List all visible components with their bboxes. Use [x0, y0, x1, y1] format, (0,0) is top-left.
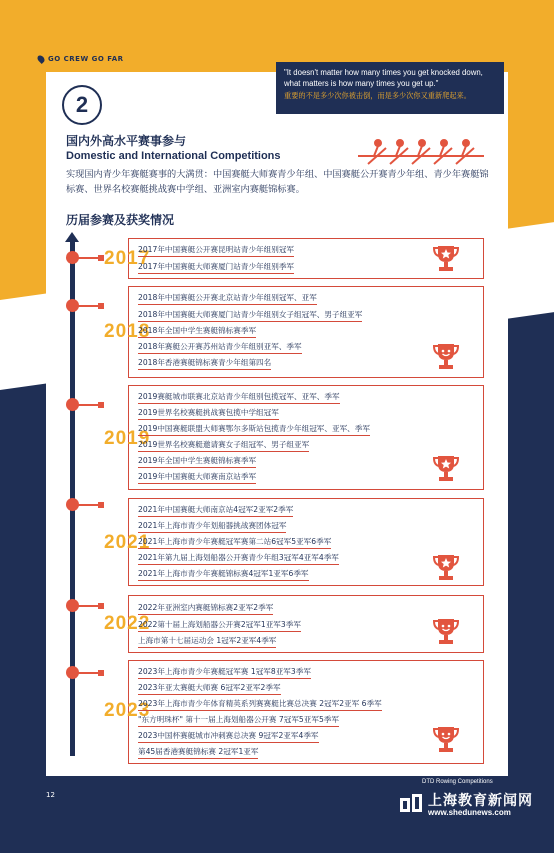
header-brand — [38, 55, 124, 63]
trophy-star-icon — [432, 453, 460, 483]
timeline-marker-2018 — [98, 303, 104, 309]
timeline-marker-2019 — [98, 402, 104, 408]
list-item: 2021年第九届上海划船器公开赛青少年组3冠军4亚军4季军 — [138, 552, 339, 565]
quote-english: "It doesn't matter how many times you get knocked down, what matters is how many times you get up." — [284, 68, 483, 88]
list-item: 2019中国赛艇联盟大师赛鄂尔多斯站包揽青少年组冠军、亚军、季军 — [138, 423, 370, 436]
footer-section-label: DTD Rowing Competitions — [422, 779, 493, 785]
section-number: 2 — [62, 85, 102, 125]
list-item: 2018年中国赛艇公开赛北京站青少年组别冠军、亚军 — [138, 292, 317, 305]
year-label-2021: 2021 — [104, 532, 151, 553]
list-item: 2019世界名校赛艇邀请赛女子组冠军、男子组亚军 — [138, 439, 309, 452]
list-item: 2018年赛艇公开赛苏州站青少年组别亚军、季军 — [138, 341, 302, 354]
brand-text: GO CREW GO FAR — [48, 55, 124, 63]
list-item: 2019赛艇城市联赛北京站青少年组别包揽冠军、亚军、季军 — [138, 391, 340, 404]
list-item: 2017年中国赛艇公开赛昆明站青少年组别冠军 — [138, 244, 294, 257]
list-item: 2022年亚洲室内赛艇锦标赛2亚军2季军 — [138, 602, 273, 615]
subtitle: 历届参赛及获奖情况 — [66, 213, 175, 227]
footer-url[interactable]: www.shedunews.com — [428, 808, 511, 817]
trophy-face-icon — [432, 724, 460, 754]
trophy-face-icon — [432, 341, 460, 371]
list-item: 第45届香港赛艇锦标赛 2冠军1亚军 — [138, 746, 258, 759]
title-chinese: 国内外高水平赛事参与 — [66, 134, 187, 148]
list-item: "东方明珠杯" 第十一届上海划船器公开赛 7冠军5亚军5季军 — [138, 714, 339, 727]
list-item: 2021年上海市青少年赛艇锦标赛4冠军1亚军6季军 — [138, 568, 309, 581]
trophy-star-icon — [432, 552, 460, 582]
list-item: 2023中国杯赛艇城市冲刺赛总决赛 9冠军2亚军4季军 — [138, 730, 319, 743]
list-item: 2018年中国赛艇大师赛厦门站青少年组别女子组冠军、男子组亚军 — [138, 309, 362, 322]
trophy-star-icon — [432, 243, 460, 273]
page-number: 12 — [46, 791, 55, 799]
year-label-2019: 2019 — [104, 428, 151, 449]
rowing-crew-icon — [356, 136, 486, 166]
trophy-face-icon — [432, 616, 460, 646]
list-item: 上海市第十七届运动会 1冠军2亚军4季军 — [138, 635, 276, 648]
year-label-2018: 2018 — [104, 321, 151, 342]
list-item: 2018年全国中学生赛艇锦标赛季军 — [138, 325, 256, 338]
list-item: 2021年上海市青少年赛艇冠军赛第二站6冠军5亚军6季军 — [138, 536, 331, 549]
year-label-2022: 2022 — [104, 613, 151, 634]
title-english: Domestic and International Competitions — [66, 150, 281, 162]
timeline-marker-2023 — [98, 670, 104, 676]
location-pin-icon — [36, 54, 46, 64]
list-item: 2022第十届上海划船器公开赛2冠军1亚军3季军 — [138, 619, 301, 632]
year-label-2023: 2023 — [104, 700, 151, 721]
list-item: 2023年上海市青少年赛艇冠军赛 1冠军8亚军3季军 — [138, 666, 311, 679]
list-item: 2019年中国赛艇大师赛南京站季军 — [138, 471, 256, 484]
quote-chinese: 重要的不是多少次你被击倒，而是多少次你又重新爬起来。 — [284, 91, 471, 101]
timeline-marker-2021 — [98, 502, 104, 508]
list-item: 2017年中国赛艇大师赛厦门站青少年组别季军 — [138, 261, 294, 274]
footer-logo-text: 上海教育新闻网 — [428, 793, 533, 809]
list-item: 2021年上海市青少年划船器挑战赛团体冠军 — [138, 520, 286, 533]
year-label-2017: 2017 — [104, 248, 151, 269]
list-item: 2019世界名校赛艇挑战赛包揽中学组冠军 — [138, 407, 279, 420]
quote-box — [276, 62, 504, 114]
timeline-marker-2022 — [98, 603, 104, 609]
list-item: 2019年全国中学生赛艇锦标赛季军 — [138, 455, 256, 468]
intro-text: 实现国内青少年赛艇赛事的大满贯：中国赛艇大师赛青少年组、中国赛艇公开赛青少年组、青少年赛艇锦标赛、世界名校赛艇挑战赛中学组、亚洲室内赛艇锦标赛。 — [66, 169, 489, 195]
list-item: 2021年中国赛艇大师南京站4冠军2亚军2季军 — [138, 504, 293, 517]
list-item: 2023年上海市青少年体育精英系列赛赛艇比赛总决赛 2冠军2亚军 6季军 — [138, 698, 382, 711]
list-item: 2018年香港赛艇锦标赛青少年组第四名 — [138, 357, 271, 370]
list-item: 2023年亚太赛艇大师赛 6冠军2亚军2季军 — [138, 682, 281, 695]
news-logo-icon — [398, 792, 426, 814]
